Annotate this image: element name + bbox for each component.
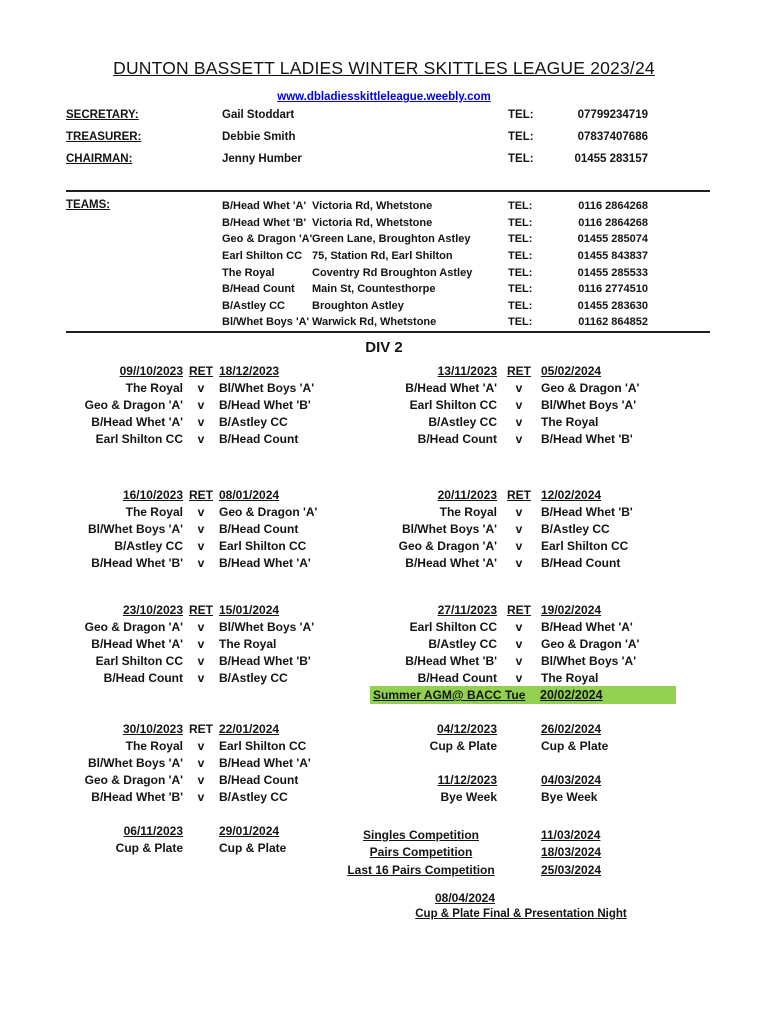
home-team: Geo & Dragon 'A'	[84, 619, 183, 634]
fixture-row	[60, 413, 314, 430]
away-team: B/Head Count	[219, 772, 299, 787]
versus-label: v	[197, 738, 205, 753]
home-team: B/Astley CC	[114, 538, 183, 553]
team-name: B/Astley CC	[222, 299, 285, 312]
tel-label: TEL:	[508, 316, 533, 329]
away-team: B/Head Whet 'B'	[541, 431, 633, 446]
officer-role: TREASURER:	[66, 131, 142, 143]
versus-label: v	[197, 755, 205, 770]
officer-role: CHAIRMAN:	[66, 153, 133, 165]
tel-label: TEL:	[508, 131, 534, 143]
team-row	[222, 281, 648, 298]
home-team: Earl Shilton CC	[409, 619, 497, 634]
home-team: B/Head Count	[417, 670, 497, 685]
fixture-row	[60, 618, 314, 635]
team-phone: 01455 285533	[577, 266, 648, 279]
tel-label: TEL:	[508, 233, 533, 246]
tel-label: TEL:	[508, 266, 533, 279]
home-team: The Royal	[125, 504, 183, 519]
fixture-row	[60, 737, 311, 754]
team-row	[222, 215, 648, 232]
division-heading: DIV 2	[365, 339, 403, 356]
event-date: 29/01/2024	[219, 823, 280, 838]
team-row	[222, 264, 648, 281]
tel-label: TEL:	[508, 153, 534, 165]
home-team: Bl/Whet Boys 'A'	[87, 521, 183, 536]
home-team: The Royal	[439, 504, 497, 519]
competition-date: 18/03/2024	[541, 845, 602, 860]
final-night-date: 08/04/2024	[434, 891, 496, 905]
event-date: 11/12/2023	[437, 772, 497, 787]
versus-label: v	[515, 414, 523, 429]
fixture-row	[374, 537, 633, 554]
event-date: 04/03/2024	[541, 772, 602, 787]
officer-name: Jenny Humber	[222, 153, 302, 165]
away-team: The Royal	[219, 636, 277, 651]
home-team: Bl/Whet Boys 'A'	[401, 521, 497, 536]
ret-label: RET	[507, 363, 531, 378]
team-phone: 0116 2774510	[578, 283, 648, 296]
away-team: The Royal	[541, 670, 599, 685]
fixture-date-return-leg: 05/02/2024	[541, 363, 602, 378]
versus-label: v	[197, 521, 205, 536]
fixture-row	[374, 413, 639, 430]
fixture-date-return-leg: 22/01/2024	[219, 721, 280, 736]
away-team: B/Head Count	[541, 555, 621, 570]
away-team: Bl/Whet Boys 'A'	[219, 380, 315, 395]
versus-label: v	[197, 636, 205, 651]
away-team: B/Head Whet 'A'	[219, 755, 311, 770]
away-team: B/Head Whet 'A'	[541, 619, 633, 634]
versus-label: v	[515, 431, 523, 446]
versus-label: v	[515, 555, 523, 570]
fixture-row	[374, 503, 633, 520]
versus-label: v	[197, 653, 205, 668]
away-team: Bl/Whet Boys 'A'	[541, 397, 637, 412]
fixture-date-return-leg: 19/02/2024	[541, 602, 602, 617]
away-team: Bl/Whet Boys 'A'	[219, 619, 315, 634]
event-date: 04/12/2023	[436, 721, 497, 736]
away-team: Earl Shilton CC	[219, 538, 307, 553]
ret-label: RET	[189, 487, 213, 502]
event-label: Cup & Plate	[541, 738, 609, 753]
team-phone: 0116 2864268	[578, 216, 648, 229]
event-label: Bye Week	[440, 789, 497, 804]
away-team: Geo & Dragon 'A'	[219, 504, 318, 519]
versus-label: v	[515, 504, 523, 519]
fixture-row	[374, 554, 633, 571]
home-team: B/Head Whet 'A'	[91, 414, 183, 429]
team-row	[222, 198, 648, 215]
team-venue: Victoria Rd, Whetstone	[312, 200, 433, 213]
fixture-row	[60, 669, 314, 686]
fixture-block-3	[60, 486, 317, 571]
competitions-schedule	[330, 826, 601, 879]
officer-role: SECRETARY:	[66, 109, 139, 121]
fixture-date-return-leg: 08/01/2024	[219, 487, 280, 502]
team-row	[222, 298, 648, 315]
home-team: Geo & Dragon 'A'	[84, 397, 183, 412]
versus-label: v	[515, 538, 523, 553]
team-name: B/Head Count	[222, 283, 295, 296]
competition-row	[330, 861, 601, 879]
versus-label: v	[515, 619, 523, 634]
away-team: Earl Shilton CC	[541, 538, 629, 553]
away-team: B/Astley CC	[219, 789, 288, 804]
fixture-row	[374, 618, 639, 635]
website-link-row	[0, 91, 768, 103]
away-team: B/Head Whet 'B'	[541, 504, 633, 519]
teams-heading: TEAMS:	[66, 199, 111, 211]
event-dates-row	[374, 720, 608, 737]
officer-row-chairman	[66, 153, 648, 165]
fixture-header	[60, 362, 314, 379]
away-team: B/Head Whet 'B'	[219, 653, 311, 668]
team-name: Earl Shilton CC	[222, 250, 303, 263]
away-team: B/Head Count	[219, 521, 299, 536]
fixture-row	[60, 771, 311, 788]
away-team: B/Astley CC	[219, 670, 288, 685]
fixture-block-1	[60, 362, 314, 447]
divider-line-bottom	[66, 331, 710, 333]
event-labels-row	[374, 788, 608, 805]
fixture-block-6	[374, 601, 639, 686]
team-venue: Warwick Rd, Whetstone	[312, 316, 437, 329]
versus-label: v	[197, 555, 205, 570]
team-phone: 01455 843837	[577, 250, 648, 263]
home-team: B/Head Count	[417, 431, 497, 446]
home-team: Geo & Dragon 'A'	[398, 538, 497, 553]
event-date: 26/02/2024	[541, 721, 602, 736]
officer-phone: 07837407686	[577, 131, 648, 143]
home-team: B/Head Whet 'A'	[91, 636, 183, 651]
away-team: B/Head Whet 'B'	[219, 397, 311, 412]
ret-label: RET	[189, 363, 213, 378]
fixture-row	[60, 520, 317, 537]
officer-name: Debbie Smith	[222, 131, 296, 143]
fixture-date-return-leg: 15/01/2024	[219, 602, 280, 617]
team-row	[222, 231, 648, 248]
event-labels-row	[374, 737, 608, 754]
fixture-header	[374, 601, 639, 618]
fixture-date-first-leg: 23/10/2023	[122, 602, 183, 617]
team-row	[222, 314, 648, 331]
team-venue: Green Lane, Broughton Astley	[312, 233, 471, 246]
home-team: B/Astley CC	[428, 636, 497, 651]
team-row	[222, 248, 648, 265]
versus-label: v	[197, 504, 205, 519]
final-night-label: Cup & Plate Final & Presentation Night	[415, 908, 627, 920]
event-labels-row	[60, 839, 286, 856]
fixture-header	[60, 486, 317, 503]
team-name: The Royal	[222, 266, 275, 279]
tel-label: TEL:	[508, 216, 533, 229]
officer-phone: 01455 283157	[574, 153, 648, 165]
away-team: Geo & Dragon 'A'	[541, 380, 640, 395]
home-team: B/Head Count	[103, 670, 183, 685]
competition-date: 11/03/2024	[541, 827, 601, 842]
fixture-row	[374, 379, 639, 396]
fixture-header	[374, 486, 633, 503]
team-phone: 01455 283630	[577, 299, 648, 312]
ret-label: RET	[189, 721, 213, 736]
competition-name: Singles Competition	[362, 827, 479, 842]
away-team: Geo & Dragon 'A'	[541, 636, 640, 651]
fixture-date-first-leg: 27/11/2023	[437, 602, 497, 617]
away-team: Bl/Whet Boys 'A'	[541, 653, 637, 668]
competition-row	[330, 844, 601, 862]
competition-name: Last 16 Pairs Competition	[347, 862, 495, 877]
fixture-date-first-leg: 13/11/2023	[437, 363, 497, 378]
away-team: B/Astley CC	[541, 521, 610, 536]
home-team: The Royal	[125, 738, 183, 753]
summer-agm-date: 20/02/2024	[540, 688, 603, 702]
away-team: B/Head Whet 'A'	[219, 555, 311, 570]
fixture-header	[60, 601, 314, 618]
versus-label: v	[197, 619, 205, 634]
ret-label: RET	[189, 602, 213, 617]
fixture-header	[60, 720, 311, 737]
fixture-block-2	[374, 362, 639, 447]
away-team: Earl Shilton CC	[219, 738, 307, 753]
team-phone: 01455 285074	[577, 233, 648, 246]
fixture-row	[60, 379, 314, 396]
fixture-row	[374, 635, 639, 652]
fixture-row	[374, 669, 639, 686]
fixture-row	[60, 430, 314, 447]
fixture-row	[60, 554, 317, 571]
team-phone: 0116 2864268	[578, 200, 648, 213]
cup-and-bye-schedule	[374, 720, 608, 805]
fixture-date-first-leg: 20/11/2023	[437, 487, 497, 502]
event-label: Cup & Plate	[115, 840, 183, 855]
versus-label: v	[197, 397, 205, 412]
event-dates-row	[60, 822, 286, 839]
fixture-row	[374, 430, 639, 447]
fixture-date-return-leg: 18/12/2023	[219, 363, 280, 378]
officer-row-treasurer	[66, 131, 648, 143]
team-name: B/Head Whet 'A'	[222, 200, 307, 213]
ret-label: RET	[507, 487, 531, 502]
home-team: B/Head Whet 'A'	[405, 380, 497, 395]
fixture-header	[374, 362, 639, 379]
divider-line-top	[66, 190, 710, 192]
team-venue: 75, Station Rd, Earl Shilton	[312, 250, 453, 263]
tel-label: TEL:	[508, 299, 533, 312]
home-team: Geo & Dragon 'A'	[84, 772, 183, 787]
versus-label: v	[515, 653, 523, 668]
event-label: Cup & Plate	[219, 840, 287, 855]
home-team: B/Head Whet 'B'	[405, 653, 497, 668]
team-name: Geo & Dragon 'A'	[222, 233, 313, 246]
cup-plate-round-block	[60, 822, 286, 856]
versus-label: v	[197, 789, 205, 804]
versus-label: v	[197, 414, 205, 429]
officer-phone: 07799234719	[577, 109, 648, 121]
fixture-row	[60, 635, 314, 652]
event-label: Bye Week	[541, 789, 598, 804]
away-team: B/Head Count	[219, 431, 299, 446]
versus-label: v	[515, 670, 523, 685]
versus-label: v	[515, 397, 523, 412]
away-team: The Royal	[541, 414, 599, 429]
fixture-block-5	[60, 601, 314, 686]
tel-label: TEL:	[508, 200, 533, 213]
versus-label: v	[197, 380, 205, 395]
fixture-block-4	[374, 486, 633, 571]
officer-row-secretary	[66, 109, 648, 121]
home-team: Earl Shilton CC	[95, 431, 183, 446]
spacer-row	[374, 754, 608, 771]
home-team: B/Head Whet 'B'	[91, 555, 183, 570]
competition-row	[330, 826, 601, 844]
fixture-row	[374, 396, 639, 413]
home-team: Earl Shilton CC	[95, 653, 183, 668]
team-venue: Coventry Rd Broughton Astley	[312, 266, 473, 279]
fixture-date-first-leg: 30/10/2023	[122, 721, 183, 736]
summer-agm-text: Summer AGM@ BACC Tue	[373, 688, 526, 702]
competition-date: 25/03/2024	[541, 862, 602, 877]
home-team: B/Head Whet 'A'	[405, 555, 497, 570]
fixture-row	[374, 520, 633, 537]
fixture-block-7	[60, 720, 311, 805]
team-phone: 01162 864852	[578, 316, 648, 329]
tel-label: TEL:	[508, 250, 533, 263]
home-team: B/Head Whet 'B'	[91, 789, 183, 804]
tel-label: TEL:	[508, 109, 534, 121]
versus-label: v	[197, 431, 205, 446]
versus-label: v	[515, 521, 523, 536]
versus-label: v	[197, 538, 205, 553]
fixture-date-first-leg: 09//10/2023	[119, 363, 183, 378]
fixture-row	[374, 652, 639, 669]
versus-label: v	[197, 670, 205, 685]
fixture-row	[60, 788, 311, 805]
home-team: The Royal	[125, 380, 183, 395]
fixture-row	[60, 537, 317, 554]
website-link[interactable]: www.dbladiesskittleleague.weebly.com	[277, 91, 491, 103]
teams-list	[222, 198, 648, 331]
event-label: Cup & Plate	[429, 738, 497, 753]
team-venue: Main St, Countesthorpe	[312, 283, 436, 296]
ret-label: RET	[507, 602, 531, 617]
fixture-row	[60, 652, 314, 669]
away-team: B/Astley CC	[219, 414, 288, 429]
fixture-date-first-leg: 16/10/2023	[122, 487, 183, 502]
page-title: DUNTON BASSETT LADIES WINTER SKITTLES LEAGUE 2023/24	[113, 58, 655, 78]
home-team: B/Astley CC	[428, 414, 497, 429]
fixture-row	[60, 503, 317, 520]
fixture-date-return-leg: 12/02/2024	[541, 487, 602, 502]
home-team: Bl/Whet Boys 'A'	[87, 755, 183, 770]
officer-name: Gail Stoddart	[222, 109, 295, 121]
team-name: B/Head Whet 'B'	[222, 216, 307, 229]
fixture-row	[60, 396, 314, 413]
home-team: Earl Shilton CC	[409, 397, 497, 412]
versus-label: v	[197, 772, 205, 787]
event-date: 06/11/2023	[123, 823, 183, 838]
versus-label: v	[515, 380, 523, 395]
team-venue: Broughton Astley	[312, 299, 404, 312]
versus-label: v	[515, 636, 523, 651]
summer-agm-banner	[370, 686, 676, 704]
team-name: Bl/Whet Boys 'A'	[222, 316, 310, 329]
tel-label: TEL:	[508, 283, 533, 296]
team-venue: Victoria Rd, Whetstone	[312, 216, 433, 229]
event-dates-row	[374, 771, 608, 788]
fixture-row	[60, 754, 311, 771]
competition-name: Pairs Competition	[369, 845, 473, 860]
